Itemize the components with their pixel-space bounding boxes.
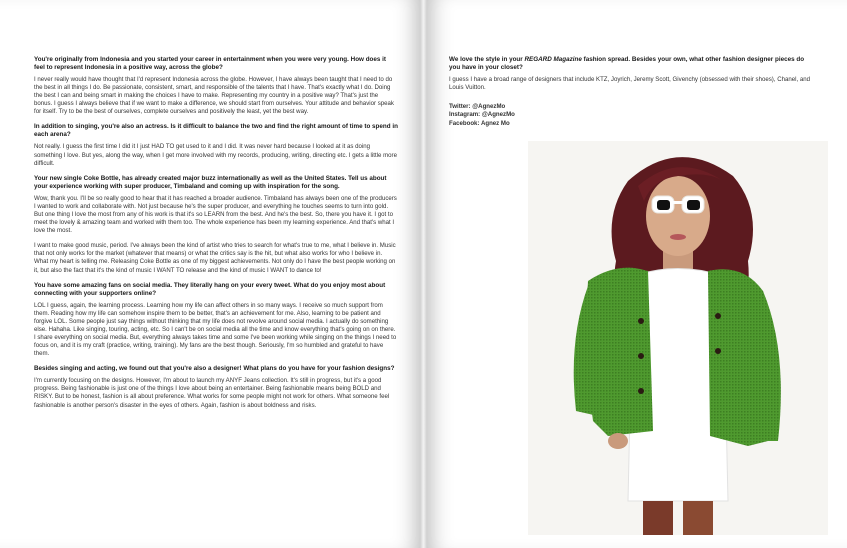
portrait-illustration [528, 141, 828, 535]
qa-block-5 [34, 365, 398, 409]
qa-block-2 [34, 123, 398, 167]
instagram-handle: Instagram: @AgnezMo [449, 111, 515, 119]
question: Besides singing and acting, we found out that you're also a designer! What plans do you have for your fashion designs? [34, 365, 395, 373]
left-page [0, 0, 420, 548]
question-suffix: fashion spread. Besides your own, what other fashion designer pieces do you have in your closet? [449, 56, 805, 71]
answer: Not really. I guess the first time I did it I just HAD TO get used to it and I did. It was never hard because I looked at it as doing something I love. But yes, along the way, when I get more involved with my records, producing, writing, directing etc. I gets a little more difficult. [34, 143, 397, 167]
question: You're originally from Indonesia and you started your career in entertainment when you were very young. How does it feel to represent Indonesia in a positive way, across the globe? [34, 56, 386, 71]
qa-block-1 [34, 56, 398, 116]
page-gutter [420, 0, 427, 548]
closet-question [449, 56, 811, 72]
facebook-handle: Facebook: Agnez Mo [449, 119, 510, 127]
answer: I'm currently focusing on the designs. However, I'm about to launch my ANYF Jeans collection. It's still in progress, but it's a good progress. Being fashionable is just one of the things I love about being an entertainer. Being fashionable means being BOLD and RISKY. But to be honest, fashion is all about preference. What works for some people might not work for others. What someone feel fashionable is another person's disaster in the eyes of others. Again, fashion is about boldness and risks. [34, 377, 390, 409]
question: In addition to singing, you're also an actress. Is it difficult to balance the two and find the right amount of time to spend in each arena? [34, 123, 398, 139]
qa-block-4 [34, 282, 398, 359]
question: Your new single Coke Bottle, has already created major buzz internationally as well as the United States. Tell us about your experience working with super producer, Timbaland and coming up with inspiration for the song. [34, 174, 387, 190]
qa-block-3 [34, 175, 398, 275]
closet-answer: I guess I have a broad range of designers that include KTZ, Joyrich, Jeremy Scott, Givenchy (obsessed with their shoes), Chanel, and Louis Vuitton. [449, 76, 811, 92]
question: You have some amazing fans on social media. They literally hang on your every tweet. What do you enjoy most about connecting with your supporters online? [34, 281, 386, 297]
interview-column [34, 56, 398, 417]
answer: I never really would have thought that I'd represent Indonesia across the globe. However, I have always been taught that I need to do the best in all things I do. Be passionate, consistent, smart, and responsible of the talents that I have. That's exactly what I do. Doing the best I can and being smart in making the choices I have to make. Representing my country in a positive way? That's just the bonus. I guess I always believe that if we want to make a difference, we should start from ourselves. Your attitude and behavior speak for itself. Try to be the best of ourselves, complete ourselves and positively the least, yet the best way. [34, 76, 394, 116]
magazine-name: REGARD Magazine [524, 56, 582, 63]
answer: I want to make good music, period. I've always been the kind of artist who tries to search for what's true to me, what I believe in. Music that not only works for the market (whatever that means) or what the critics say is the hit, but what also works for who I believe in. What my heart is telling me. Releasing Coke Bottle as one of my biggest achievements. Not only do I have the best people working on it, but also the fact that it's the kind of music I WANT TO release and the kind of music I WANT to dance to! [34, 242, 396, 274]
twitter-handle: Twitter: @AgnezMo [449, 103, 506, 111]
right-column [449, 56, 811, 128]
answer: LOL I guess, again, the learning process. Learning how my life can affect others in so many ways. I receive so much support from them. Reading how my life can somehow inspire them to be better, that's an achievement for me. Also, learning to be patient and forgive LOL. Some people just say things without thinking that my life does not revolve around social media. I actually do something else. Hahaha. Like singing, touring, acting, etc. So I can't be on social media all the time and know everything that's going on on there. I share everything on social media. But, everything always takes time and some I've been working while singing on the things I need to focus on, and it is my craft (practice, writing, training). My fans are the best though. Seriously, I'm so humbled and grateful to have them. [34, 301, 397, 358]
portrait-photo [528, 141, 828, 535]
question-prefix: We love the style in your [449, 56, 525, 63]
answer: Wow, thank you. I'll be so really good to hear that it has reached a broader audience. Timbaland has always been one of the producers I wanted to work and collaborate with. Not just because he's the super producer, and everything he touches seems to turn into gold. But one thing I love the most from any of his work is that it's so LEARN from the best. And he's the best. So, there you have it. I got to meet the lovely & amazing team and worked with them too. The whole experience has been my learning experience. And that's what I love the most. [34, 194, 397, 235]
